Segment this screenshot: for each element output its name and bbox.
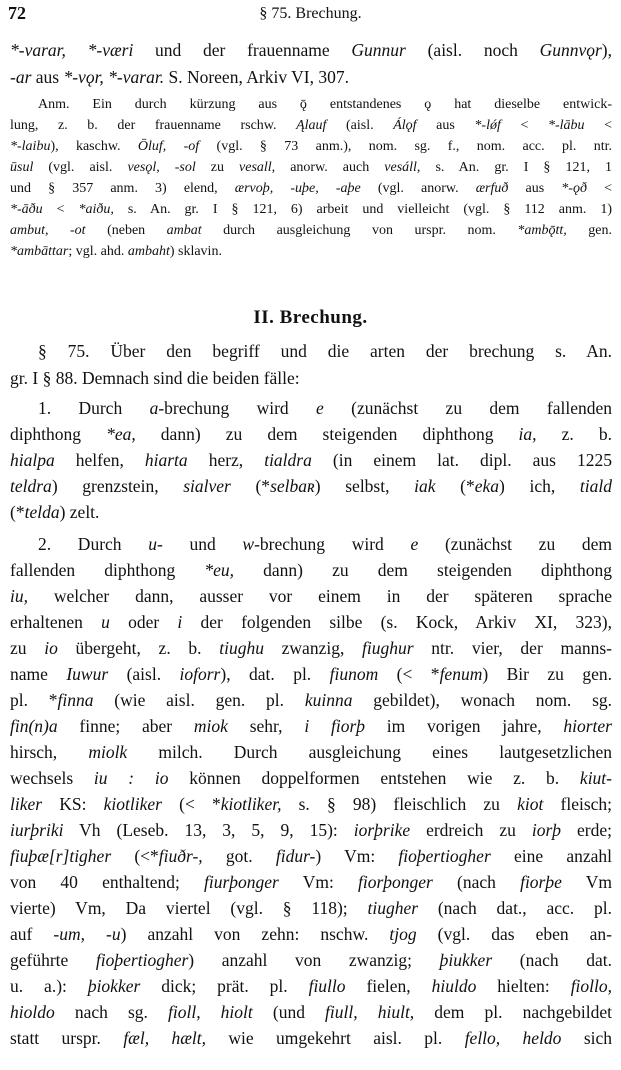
text-segment: ) anzahl von zehn: nschw. [120,924,390,944]
text-segment: KS: [42,794,104,814]
italic-term: *-laibu [10,139,51,154]
text-segment: oder [109,612,178,632]
text-line [10,241,612,262]
text-segment: im vorigen jahre, [365,716,564,736]
italic-term: tialdra [264,450,312,470]
text-segment: (in einem lat. dipl. aus 1225 [311,450,612,470]
italic-term: fiorþonger [358,872,433,892]
text-segment: s. § 98) fleischlich zu [281,794,518,814]
text-segment: ) Bir zu gen. [482,664,612,684]
text-segment: (aisl. [108,664,180,684]
text-segment: (vgl. aisl. [33,160,128,175]
text-line [10,178,612,199]
text-segment: ), dat. pl. [220,664,330,684]
text-segment: vierte) Vm, Da viertel (vgl. § 118); [10,898,368,918]
italic-term: vesǫl, -sol [127,160,196,175]
italic-term: u [101,612,110,632]
text-segment: dann) zu dem steigenden diphthong [135,424,519,444]
text-segment: fallenden diphthong [10,560,205,580]
text-segment: (* [230,476,271,496]
text-line [10,843,612,869]
text-segment: -brechung wird [158,398,317,418]
text-segment: Vm [561,872,612,892]
text-line [10,1025,612,1051]
text-segment: gr. I § 88. Demnach sind die beiden fälle: [10,368,300,388]
text-segment: S. Noreen, Arkiv VI, 307. [164,67,349,87]
text-segment: ) Vm: [315,846,399,866]
text-segment: milch. Durch ausgleichung eines lautgesetzlichen [127,742,612,762]
text-segment: s. An. gr. I § 121, 1 [420,160,612,175]
italic-term: *-lǿf [474,118,501,133]
text-segment: gen. [566,223,612,238]
text-segment: wie umgekehrt aisl. pl. [206,1028,465,1048]
italic-term: hialpa [10,450,55,470]
text-line [10,365,612,392]
text-segment: anorw. auch [275,160,385,175]
text-segment: dann) zu dem steigenden diphthong [234,560,612,580]
italic-term: selbaʀ [270,476,315,496]
italic-term: ærfuð [475,181,509,196]
text-segment: Vm: [278,872,358,892]
text-segment: < [586,181,612,196]
italic-term: ioforr [179,664,221,684]
italic-term: hiorter [563,716,612,736]
italic-term: w [242,534,255,554]
italic-term: kiotliker [103,794,162,814]
text-segment: finne; aber [57,716,194,736]
italic-term: fiughur [362,638,414,658]
text-segment: (aisl. [326,118,394,133]
text-segment: hirsch, [10,742,89,762]
italic-term: fiullo [308,976,346,996]
italic-term: *-varar, *-væri [10,40,134,60]
text-segment: welcher dann, ausser vor einem in der späteren sprache [28,586,612,606]
text-segment: (und [252,1002,326,1022]
italic-term: Iuwur [66,664,109,684]
italic-term: telda [24,502,60,522]
italic-term: -ar [10,67,32,87]
text-segment: z. b. [536,424,612,444]
italic-term: fiorþe [520,872,562,892]
text-line [10,765,612,791]
text-segment: und [162,534,243,554]
text-segment: zu [195,160,240,175]
text-segment: erde; [561,820,612,840]
italic-term: þiokker [87,976,141,996]
text-segment: wechsels [10,768,94,788]
italic-term: fioþertiogher [95,950,189,970]
text-line [10,199,612,220]
text-segment: (vgl. § 73 anm.), nom. sg. f., nom. acc. pl. ntr. [199,139,612,154]
text-line [10,421,612,447]
text-line [10,921,612,947]
italic-term: iu : io [93,768,169,788]
text-line [10,869,612,895]
text-line [10,473,612,499]
text-line [10,447,612,473]
text-segment: -brechung wird [254,534,411,554]
italic-term: fiuðr-, [158,846,203,866]
text-segment: sich [561,1028,612,1048]
italic-term: ærvoþ, -uþe, -aþe [234,181,361,196]
italic-term: u- [148,534,163,554]
italic-term: *eu, [204,560,235,580]
text-segment: ), [601,40,612,60]
text-segment: können doppelformen entstehen wie z. b. [168,768,580,788]
text-segment: dem pl. nachgebildet [414,1002,612,1022]
text-segment: < [500,118,548,133]
italic-term: Ąlauf [296,118,327,133]
italic-term: -um, -u [53,924,121,944]
text-segment: eine anzahl [490,846,612,866]
italic-term: *ea, [106,424,136,444]
continued-paragraph [10,37,612,91]
text-line [10,136,612,157]
italic-term: þiukker [439,950,493,970]
italic-term: iak [414,476,436,496]
text-segment: geführte [10,950,96,970]
text-line [10,338,612,365]
text-segment: name [10,664,67,684]
italic-term: fidur- [275,846,316,866]
text-segment: 1. Durch [38,398,150,418]
text-line [10,64,612,91]
text-segment: (zunächst zu dem fallenden [323,398,612,418]
text-segment: diphthong [10,424,107,444]
text-segment: u. a.): [10,976,88,996]
text-line [10,661,612,687]
text-line [10,557,612,583]
text-segment: lung, z. b. der frauenname rschw. [10,118,297,133]
text-segment: dick; prät. pl. [140,976,309,996]
italic-term: ambat [166,223,202,238]
text-segment: (< * [378,664,440,684]
italic-term: kiotliker, [220,794,282,814]
italic-term: liker [10,794,43,814]
italic-term: tjog [389,924,417,944]
text-segment: helfen, [54,450,145,470]
text-segment: ; vgl. ahd. [68,244,128,259]
italic-term: fiunom [329,664,379,684]
text-line [10,739,612,765]
italic-term: iorþrike [353,820,411,840]
text-segment: sehr, [227,716,305,736]
italic-term: *-ǫð [561,181,587,196]
italic-term: Álǫf [393,118,417,133]
text-segment: aus [31,67,64,87]
text-line [10,37,612,64]
italic-term: vesáll, [384,160,421,175]
text-segment: durch ausgleichung von urspr. nom. [201,223,518,238]
text-segment: Vh (Leseb. 13, 3, 5, 9, 15): [63,820,354,840]
italic-term: ūsul [10,160,34,175]
text-line [10,609,612,635]
italic-term: Gunnur [351,40,406,60]
text-line [10,791,612,817]
text-line [10,687,612,713]
text-segment: ) ich, [499,476,580,496]
italic-term: io [44,638,58,658]
italic-term: ia, [518,424,537,444]
italic-term: i fiorþ [304,716,365,736]
case-1-paragraph [10,395,612,525]
italic-term: fiurþonger [204,872,279,892]
italic-term: Gunnvǫr [539,40,602,60]
italic-term: tiughu [219,638,264,658]
text-segment: gebildet), wonach nom. sg. [352,690,612,710]
text-line [10,94,612,115]
italic-term: fiuþæ[r]tigher [10,846,112,866]
text-line [10,947,612,973]
italic-term: *aiðu, [78,202,114,217]
text-segment: erhaltenen [10,612,102,632]
text-segment: (vgl. das eben an- [416,924,612,944]
text-segment: der folgenden silbe (s. Kock, Arkiv XI, 323), [182,612,612,632]
italic-term: fiollo, [570,976,612,996]
text-line [10,713,612,739]
page-number: 72 [8,3,26,23]
section-heading: II. Brechung. [253,307,368,328]
text-segment: ) anzahl von zwanzig; [188,950,440,970]
italic-term: fin(n)a [10,716,58,736]
italic-term: *ambǭtt, [517,223,567,238]
text-line [10,973,612,999]
text-segment: erdreich zu [410,820,532,840]
text-line [10,531,612,557]
text-segment: statt urspr. [10,1028,124,1048]
text-segment: auf [10,924,54,944]
italic-term: ambaht [127,244,170,259]
text-line [10,895,612,921]
text-segment: nach sg. [54,1002,168,1022]
text-segment: (nach dat., acc. pl. [418,898,612,918]
text-segment: und der frauenname [133,40,352,60]
italic-term: fiull, hiult, [325,1002,415,1022]
text-segment: (wie aisl. gen. pl. [93,690,305,710]
text-segment: (* [10,502,25,522]
italic-term: kuinna [304,690,353,710]
text-segment: ) zelt. [59,502,100,522]
italic-term: tiugher [367,898,419,918]
italic-term: *-vǫr, *-varar. [63,67,165,87]
italic-term: hioldo [10,1002,55,1022]
text-segment: von 40 enthaltend; [10,872,204,892]
italic-term: sialver [183,476,231,496]
italic-term: kiot [517,794,544,814]
text-segment: Anm. Ein durch kürzung aus ǭ entstandenes ǫ hat dieselbe entwick- [38,97,612,112]
case-2-paragraph [10,531,612,1051]
text-line [10,999,612,1025]
italic-term: fæl, hælt, [123,1028,206,1048]
text-segment: (aisl. noch [405,40,540,60]
italic-term: *-āðu [10,202,43,217]
italic-term: tiald [579,476,612,496]
text-segment: § 75. Über den begriff und die arten der brechung s. An. [38,341,612,361]
italic-term: e [316,398,324,418]
italic-term: iorþ [531,820,562,840]
text-line [10,395,612,421]
text-segment: fleisch; [543,794,612,814]
italic-term: fello, heldo [464,1028,562,1048]
italic-term: e [410,534,419,554]
text-segment: (< * [161,794,221,814]
text-segment: (vgl. anorw. [360,181,476,196]
text-segment: got. [202,846,276,866]
text-line [10,220,612,241]
text-segment: < [42,202,79,217]
text-line [10,499,612,525]
page-header [8,3,613,27]
text-segment: (neben [85,223,167,238]
italic-term: fioll, hiolt [168,1002,253,1022]
text-segment: und § 357 anm. 3) elend, [10,181,235,196]
text-line [10,635,612,661]
text-segment: < [584,118,612,133]
text-segment: (nach [432,872,521,892]
text-segment: aus [508,181,562,196]
italic-term: ambut, -ot [10,223,86,238]
italic-term: miolk [88,742,128,762]
italic-term: finna [57,690,94,710]
italic-term: iurþriki [10,820,64,840]
text-line [10,817,612,843]
italic-term: kiut- [579,768,612,788]
text-segment: aus [416,118,475,133]
italic-term: teldra [10,476,52,496]
text-segment: (<* [111,846,159,866]
section-intro-paragraph [10,338,612,392]
running-title: § 75. Brechung. [259,5,362,22]
italic-term: i [177,612,183,632]
italic-term: *-lābu [547,118,585,133]
italic-term: *ambāttar [10,244,69,259]
text-segment: ), kaschw. [50,139,138,154]
text-segment: herz, [187,450,265,470]
text-segment: fielen, [345,976,432,996]
text-segment: übergeht, z. b. [57,638,220,658]
text-line [10,115,612,136]
text-segment: ) sklavin. [169,244,222,259]
text-segment: zwanzig, [263,638,363,658]
italic-term: fenum [439,664,483,684]
text-segment: s. An. gr. I § 121, 6) arbeit und vielleicht (vgl. § 112 anm. 1) [113,202,612,217]
text-segment: (zunächst zu dem [418,534,612,554]
text-segment: ntr. vier, der manns- [413,638,612,658]
text-segment: (* [435,476,475,496]
text-segment: zu [10,638,45,658]
text-segment: pl. * [10,690,58,710]
text-segment: ) grenzstein, [51,476,184,496]
text-line [10,583,612,609]
italic-term: miok [193,716,228,736]
italic-term: Ōluf, -of [137,139,200,154]
italic-term: hiarta [144,450,188,470]
text-segment: (nach dat. [492,950,612,970]
italic-term: eka [474,476,500,496]
italic-term: iu, [10,586,28,606]
italic-term: a [149,398,159,418]
annotation-block [10,94,612,262]
text-segment: hielten: [476,976,571,996]
italic-term: vesall, [239,160,276,175]
italic-term: hiuldo [431,976,477,996]
text-segment: ) selbst, [314,476,415,496]
italic-term: fioþertiogher [398,846,491,866]
text-line [10,157,612,178]
text-segment: 2. Durch [38,534,149,554]
